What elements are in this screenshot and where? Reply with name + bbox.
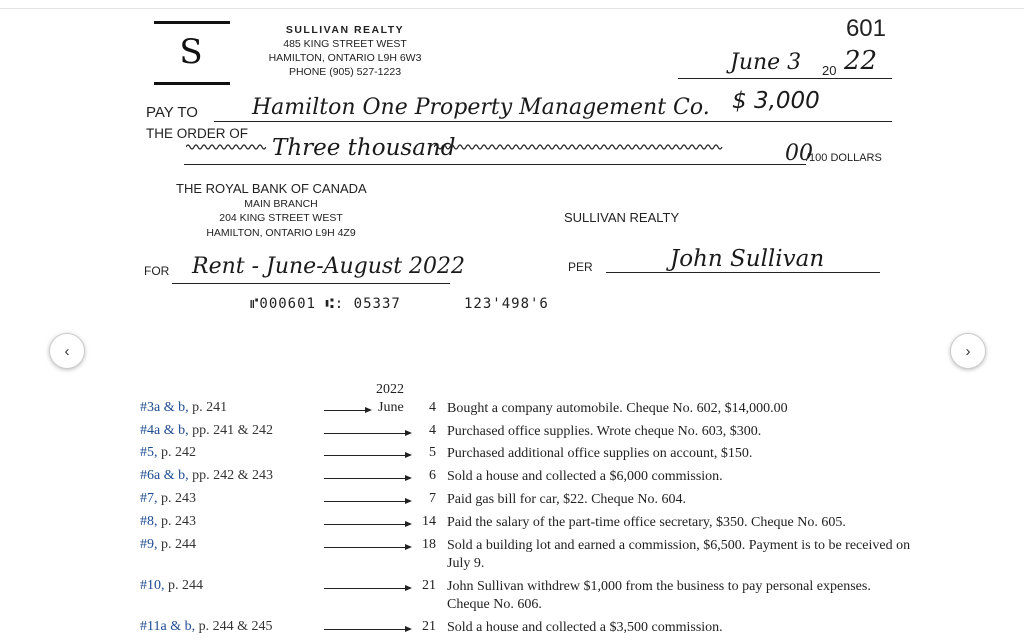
transaction-description: Bought a company automobile. Cheque No. 602, $14,000.00: [447, 401, 788, 416]
wavy-filler-right: [434, 142, 724, 152]
exercise-number: #3a & b,: [140, 400, 189, 415]
bank-street: 204 KING STREET WEST: [219, 212, 343, 224]
page-reference: p. 241: [188, 400, 228, 415]
cheque-date-century: 20: [822, 63, 837, 78]
transaction-day: 4: [429, 400, 436, 415]
exercise-link[interactable]: [140, 468, 273, 484]
memo-line: [172, 283, 450, 284]
cents-value: 00: [785, 141, 813, 166]
arrow-icon: [324, 433, 410, 434]
wavy-filler-left: [186, 142, 266, 152]
next-button[interactable]: [950, 333, 986, 369]
amount-words-line: [184, 164, 806, 165]
previous-button[interactable]: [49, 333, 85, 369]
signature-line: [606, 272, 880, 273]
transactions-year: 2022: [376, 382, 404, 397]
exercise-link[interactable]: [140, 491, 196, 507]
amount-in-words: Three thousand: [272, 135, 456, 161]
page-reference: p. 244: [157, 537, 196, 552]
cheque-date-year: 22: [844, 46, 878, 76]
transaction-row: [0, 445, 1024, 465]
transaction-day: 5: [429, 445, 436, 460]
payee-line: [214, 121, 892, 122]
exercise-number: #11a & b,: [140, 619, 196, 634]
transaction-description: Purchased office supplies. Wrote cheque No. 603, $300.: [447, 424, 762, 439]
company-street: 485 KING STREET WEST: [283, 38, 407, 50]
arrow-icon: [324, 410, 370, 411]
transaction-row: [0, 468, 1024, 488]
for-label: FOR: [144, 264, 170, 278]
micr-account-code: 123'498'6: [464, 296, 549, 312]
transaction-row: [0, 491, 1024, 511]
company-phone: PHONE (905) 527-1223: [288, 66, 402, 78]
page-reference: p. 244 & 245: [195, 619, 273, 634]
company-city: HAMILTON, ONTARIO L9H 6W3: [268, 52, 422, 64]
exercise-link[interactable]: [140, 423, 273, 439]
transaction-description: John Sullivan withdrew $1,000 from the business to pay personal expenses. Cheque No. 606.: [447, 579, 871, 612]
arrow-icon: [324, 501, 410, 502]
arrow-icon: [324, 629, 410, 630]
transaction-row: [0, 400, 1024, 420]
bank-branch: MAIN BRANCH: [244, 198, 318, 210]
exercise-number: #8,: [140, 514, 158, 529]
exercise-number: #9,: [140, 537, 158, 552]
transaction-day: 21: [422, 578, 436, 593]
date-line: [678, 78, 892, 79]
transaction-day: 14: [422, 514, 436, 529]
micr-cheque-code: ⑈000601 ⑆: 05337: [250, 296, 401, 312]
transaction-row: [0, 619, 1024, 639]
transaction-day: 7: [429, 491, 436, 506]
transaction-day: 21: [422, 619, 436, 634]
logo-top-bar: [154, 21, 230, 24]
exercise-link[interactable]: [140, 619, 272, 635]
chevron-left-icon: ‹: [64, 342, 70, 360]
cheque-date-month-day: June 3: [730, 50, 802, 75]
transaction-row: [0, 537, 1024, 575]
arrow-icon: [324, 524, 410, 525]
memo-text: Rent - June-August 2022: [192, 254, 466, 279]
top-divider: [0, 8, 1024, 9]
arrow-icon: [324, 455, 410, 456]
transaction-month: June: [378, 400, 404, 415]
exercise-number: #5,: [140, 445, 158, 460]
cents-suffix: /100 DOLLARS: [806, 152, 882, 164]
arrow-icon: [324, 547, 410, 548]
page-reference: p. 244: [164, 578, 203, 593]
transaction-description: Sold a house and collected a $3,500 commission.: [447, 620, 723, 635]
cheque-amount: $ 3,000: [732, 88, 820, 114]
transaction-day: 6: [429, 468, 436, 483]
exercise-number: #4a & b,: [140, 423, 189, 438]
exercise-number: #10,: [140, 578, 165, 593]
transaction-description: Purchased additional office supplies on account, $150.: [447, 446, 753, 461]
transaction-day: 18: [422, 537, 436, 552]
logo-bottom-bar: [154, 82, 230, 85]
exercise-link[interactable]: [140, 578, 203, 594]
order-of-label: THE ORDER OF: [146, 126, 249, 141]
signature: John Sullivan: [670, 246, 825, 272]
payer-name: SULLIVAN REALTY: [564, 210, 680, 225]
page-reference: pp. 241 & 242: [188, 423, 273, 438]
exercise-link[interactable]: [140, 445, 196, 461]
transaction-description: Paid the salary of the part-time office secretary, $350. Cheque No. 605.: [447, 515, 846, 530]
company-name: SULLIVAN REALTY: [285, 24, 405, 36]
page-reference: p. 243: [157, 514, 196, 529]
exercise-link[interactable]: [140, 400, 227, 416]
exercise-link[interactable]: [140, 514, 196, 530]
bank-name: THE ROYAL BANK OF CANADA: [176, 181, 367, 196]
transaction-description: Paid gas bill for car, $22. Cheque No. 604.: [447, 492, 686, 507]
transaction-row: [0, 514, 1024, 534]
transaction-row: [0, 578, 1024, 616]
page-reference: p. 242: [157, 445, 196, 460]
company-logo: S: [179, 32, 203, 72]
arrow-icon: [324, 478, 410, 479]
page-reference: p. 243: [157, 491, 196, 506]
transaction-description: Sold a house and collected a $6,000 commission.: [447, 469, 723, 484]
pay-to-label: PAY TO: [146, 104, 198, 121]
payee-name: Hamilton One Property Management Co.: [252, 95, 710, 120]
per-label: PER: [568, 260, 593, 274]
page-reference: pp. 242 & 243: [188, 468, 273, 483]
transaction-day: 4: [429, 423, 436, 438]
transaction-description: Sold a building lot and earned a commission, $6,500. Payment is to be received on July 9.: [447, 538, 911, 571]
bank-city: HAMILTON, ONTARIO L9H 4Z9: [206, 227, 356, 239]
exercise-number: #7,: [140, 491, 158, 506]
exercise-link[interactable]: [140, 537, 196, 553]
cheque-number: 601: [845, 15, 886, 42]
chevron-right-icon: ›: [965, 342, 971, 360]
exercise-number: #6a & b,: [140, 468, 189, 483]
arrow-icon: [324, 588, 410, 589]
transaction-row: [0, 423, 1024, 443]
